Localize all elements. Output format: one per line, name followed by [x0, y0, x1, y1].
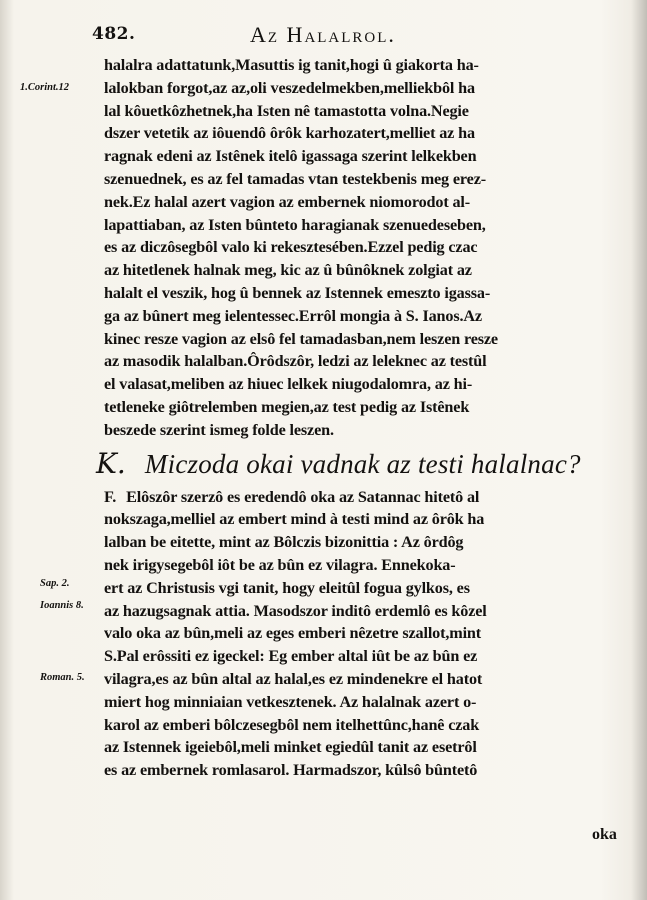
text-line: ga az bûnert meg ielentessec.Errôl mongia à S. Ianos.Az — [104, 306, 482, 325]
text-line: tetleneke giôtrelemben megien,az test pedig az Istênek — [104, 397, 470, 416]
text-line: ragnak edeni az Istênek itelô igassaga szerint lelkekben — [104, 147, 477, 166]
text-line: halalra adattatunk,Masuttis ig tanit,hogi û giakorta ha- — [104, 56, 479, 74]
text-line: az masodik halalban.Ôrôdszôr, ledzi az leleknec az testûl — [104, 352, 487, 371]
text-line: lapattiaban, az Isten bûnteto haragianak szenuedeseben, — [104, 215, 486, 234]
text-line — [104, 486, 628, 509]
text-line: karol az emberi bôlczesegbôl nem itelhettûnc,hanê czak — [104, 715, 480, 734]
text-line: es az diczôsegbôl valo ki rekesztesében.Ezzel pedig czac — [104, 238, 478, 257]
text-line: lalokban forgot,az az,oli veszedelmekben,melliekbôl ha — [104, 78, 475, 97]
paragraph-1 — [104, 54, 628, 442]
text-line: S.Pal erôssiti ez igeckel: Eg ember altal iût be az bûn ez — [104, 647, 478, 666]
catchword: oka — [592, 826, 617, 843]
text-line: beszede szerint ismeg folde leszen. — [104, 420, 334, 439]
page-number: 482. — [92, 24, 136, 44]
question-heading — [96, 444, 628, 484]
text-line: lalban be eitette, mint az Bôlczis bizonittia : Az ôrdôg — [104, 533, 464, 552]
question-title: Miczoda okai vadnak az testi halalnac? — [144, 448, 581, 479]
text-line: szenuednek, es az fel tamadas vtan testekbenis meg erez- — [104, 169, 486, 188]
margin-note-ioannis: Ioannis 8. — [40, 600, 84, 611]
answer-marker: F. — [104, 487, 117, 506]
text-line: el valasat,meliben az hiuec lelkek niugodalomra, az hi- — [104, 375, 473, 394]
body-text — [96, 54, 628, 782]
text-line: az hitetlenek halnak meg, kic az û bûnôknek zolgiat az — [104, 261, 472, 280]
page-header — [92, 22, 512, 52]
text-line: es az embernek romlasarol. Harmadszor, kûlsô bûntetô — [104, 761, 478, 780]
text-line: miert hog minniaian vetkesztenek. Az halalnak azert o- — [104, 692, 477, 711]
text-line: az Istennek igeiebôl,meli minket egiedûl tanit az esetrôl — [104, 738, 477, 757]
text-line: nek irigysegebôl iôt be az bûn ez vilagra. Ennekoka- — [104, 555, 456, 574]
running-head: Az Halalrol. — [250, 22, 396, 47]
text-line: nek.Ez halal azert vagion az embernek niomorodot al- — [104, 192, 470, 211]
text-line: kinec resze vagion az elsô fel tamadasban,nem leszen resze — [104, 329, 498, 348]
margin-note-sapientia: Sap. 2. — [40, 578, 70, 589]
text-line: nokszaga,melliel az embert mind à testi mind az ôrôk ha — [104, 510, 485, 529]
question-marker: K. — [96, 446, 126, 480]
paragraph-2 — [104, 486, 628, 782]
text-line: dszer vetetik az iôuendô ôrôk karhozatert,melliet az ha — [104, 124, 475, 143]
text-line: valo oka az bûn,meli az eges emberi nêzetre szallot,mint — [104, 624, 482, 643]
text-line-content: Elôszôr szerzô es eredendô oka az Satannac hitetô al — [126, 487, 480, 506]
page-edge-shadow — [631, 0, 647, 900]
margin-note-romans: Roman. 5. — [40, 672, 85, 683]
text-line: vilagra,es az bûn altal az halal,es ez mindenekre el hatot — [104, 669, 483, 688]
text-line: lal kôuetkôzhetnek,ha Isten nê tamastotta volna.Negie — [104, 101, 469, 120]
text-line: halalt el veszik, hog û bennek az Istennek emeszto igassa- — [104, 283, 491, 302]
text-line: ert az Christusis vgi tanit, hogy eleitûl fogua gylkos, es — [104, 578, 470, 597]
margin-note-corinthians: 1.Corint.12 — [20, 82, 70, 93]
text-line: az hazugsagnak attia. Masodszor inditô erdemlô es kôzel — [104, 601, 487, 620]
